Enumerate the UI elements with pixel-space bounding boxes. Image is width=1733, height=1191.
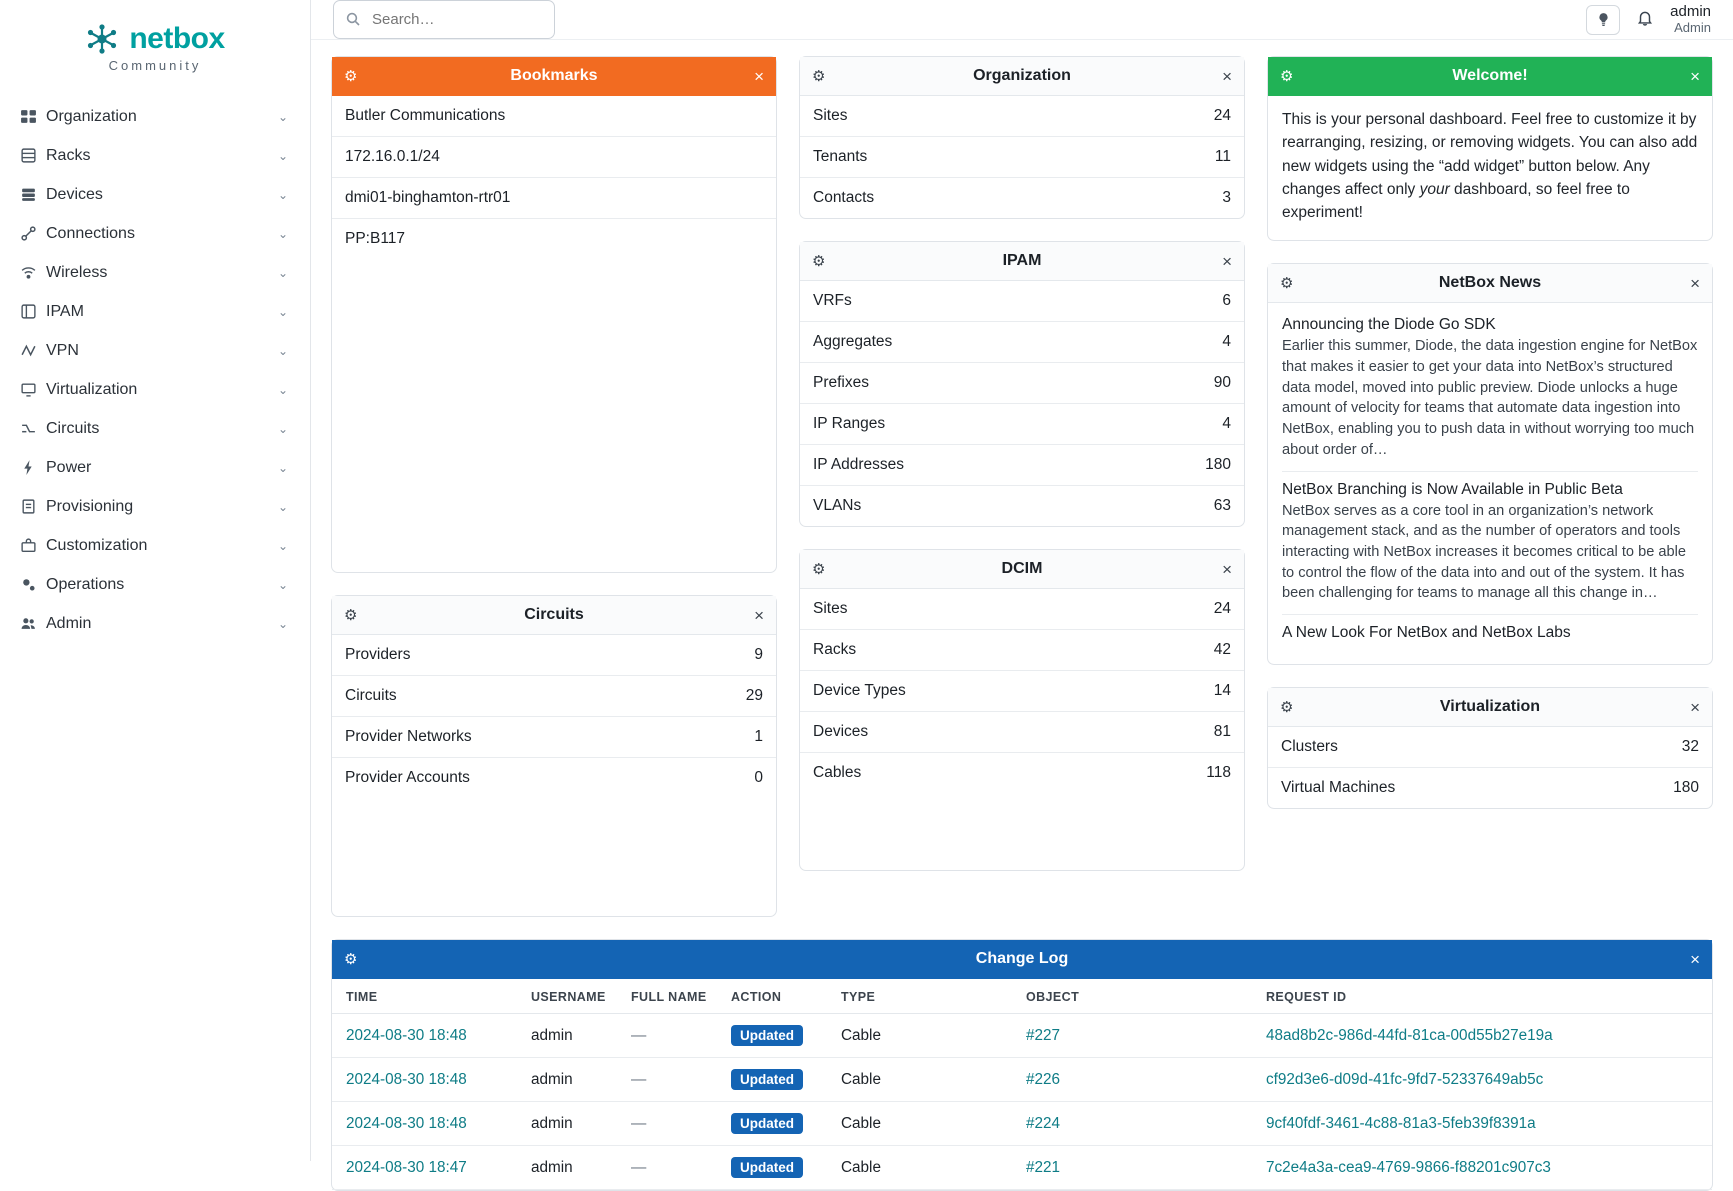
chevron-down-icon: ⌄ bbox=[277, 304, 288, 319]
cell-request-id[interactable]: 9cf40fdf-3461-4c88-81a3-5feb39f8391a bbox=[1252, 1102, 1712, 1146]
table-row[interactable] bbox=[800, 137, 1244, 178]
sidebar-item-virtualization[interactable] bbox=[0, 370, 310, 409]
status-badge: Updated bbox=[731, 1113, 803, 1134]
cell-username: admin bbox=[517, 1102, 617, 1146]
search-input[interactable] bbox=[370, 1, 554, 38]
row-value: 11 bbox=[1214, 148, 1231, 165]
status-badge: Updated bbox=[731, 1025, 803, 1046]
row-value: 63 bbox=[1213, 497, 1231, 514]
cell-request-id[interactable]: cf92d3e6-d09d-41fc-9fd7-52337649ab5c bbox=[1252, 1058, 1712, 1102]
gear-icon[interactable]: ⚙ bbox=[1280, 275, 1294, 293]
column-header-username: USERNAME bbox=[517, 979, 617, 1014]
column-header-type: TYPE bbox=[827, 979, 1012, 1014]
search-box[interactable] bbox=[333, 0, 555, 39]
row-label: Sites bbox=[813, 600, 848, 617]
cogs-icon bbox=[20, 576, 46, 593]
row-value: 32 bbox=[1681, 738, 1699, 756]
cell-time[interactable]: 2024-08-30 18:47 bbox=[332, 1146, 517, 1190]
row-value: 4 bbox=[1222, 415, 1231, 432]
cell-type: Cable bbox=[827, 1146, 1012, 1190]
widget-change-log bbox=[331, 939, 1713, 1191]
chevron-down-icon: ⌄ bbox=[277, 577, 288, 592]
row-label: Racks bbox=[813, 641, 857, 658]
sidebar-item-label: Wireless bbox=[46, 263, 108, 281]
table-row[interactable] bbox=[332, 1102, 1712, 1146]
widget-virtualization bbox=[1267, 687, 1713, 809]
news-title[interactable]: NetBox Branching is Now Available in Public Beta bbox=[1282, 480, 1623, 498]
close-icon[interactable]: × bbox=[1690, 949, 1700, 969]
widget-title: NetBox News bbox=[1438, 274, 1542, 292]
sidebar-item-customization[interactable] bbox=[0, 526, 310, 565]
list-item[interactable] bbox=[1282, 307, 1698, 471]
row-value: 29 bbox=[745, 687, 763, 704]
sidebar-item-label: Racks bbox=[46, 146, 91, 164]
widget-body bbox=[1268, 303, 1712, 664]
cell-full-name: — bbox=[617, 1058, 717, 1102]
welcome-emphasis: your bbox=[1419, 180, 1450, 198]
status-badge: Updated bbox=[731, 1157, 803, 1178]
row-value: 24 bbox=[1213, 107, 1231, 124]
cell-action bbox=[717, 1014, 827, 1058]
widget-title: DCIM bbox=[1001, 560, 1043, 577]
widget-title: Change Log bbox=[975, 950, 1069, 967]
sidebar-item-ipam[interactable] bbox=[0, 292, 310, 331]
vpn-icon bbox=[20, 342, 46, 359]
close-icon[interactable]: × bbox=[1690, 66, 1700, 86]
sidebar-item-vpn[interactable] bbox=[0, 331, 310, 370]
widget-grid bbox=[331, 56, 1713, 917]
server-icon bbox=[20, 186, 46, 203]
cell-time[interactable]: 2024-08-30 18:48 bbox=[332, 1014, 517, 1058]
brand[interactable] bbox=[0, 10, 310, 91]
user-name: admin bbox=[1670, 3, 1711, 21]
cell-username: admin bbox=[517, 1014, 617, 1058]
list-item[interactable]: 172.16.0.1/24 bbox=[332, 137, 776, 178]
row-label: Tenants bbox=[813, 148, 868, 165]
row-label: Devices bbox=[813, 723, 869, 740]
sidebar-item-circuits[interactable] bbox=[0, 409, 310, 448]
widget-title: Circuits bbox=[524, 606, 584, 623]
row-value: 14 bbox=[1213, 682, 1231, 699]
table-row[interactable] bbox=[800, 404, 1244, 445]
gear-icon[interactable]: ⚙ bbox=[812, 68, 826, 85]
list-item[interactable] bbox=[1282, 615, 1698, 654]
brand-subtitle: Community bbox=[108, 58, 202, 73]
table-row[interactable] bbox=[332, 1058, 1712, 1102]
cell-type: Cable bbox=[827, 1014, 1012, 1058]
widget-organization bbox=[799, 56, 1245, 219]
row-label: Aggregates bbox=[813, 333, 893, 350]
widget-header bbox=[1268, 57, 1712, 96]
row-value: 180 bbox=[1673, 779, 1699, 797]
user-menu[interactable] bbox=[1670, 3, 1711, 35]
cell-time[interactable]: 2024-08-30 18:48 bbox=[332, 1058, 517, 1102]
row-value: 24 bbox=[1213, 600, 1231, 617]
news-excerpt: Earlier this summer, Diode, the data ingestion engine for NetBox that makes it easier to get your data into NetBox’s structured data model, moved into public preview. Diode unlocks a huge amount of velocity for teams that automate data ingestion into NetBox, enabling you to push data in without worrying too much about order of… bbox=[1282, 338, 1698, 458]
close-icon[interactable]: × bbox=[1222, 559, 1232, 579]
dashboard-content bbox=[311, 40, 1733, 1191]
row-value: 1 bbox=[754, 728, 763, 745]
gear-icon[interactable]: ⚙ bbox=[344, 68, 358, 85]
sidebar-item-label: Operations bbox=[46, 575, 125, 593]
sidebar bbox=[0, 0, 311, 1161]
table-row[interactable] bbox=[800, 96, 1244, 137]
chevron-down-icon: ⌄ bbox=[277, 343, 288, 358]
table-row[interactable] bbox=[800, 671, 1244, 712]
sidebar-item-admin[interactable] bbox=[0, 604, 310, 643]
chevron-down-icon: ⌄ bbox=[277, 187, 288, 202]
rack-icon bbox=[20, 147, 46, 164]
row-label: VLANs bbox=[813, 497, 862, 514]
widget-dcim bbox=[799, 549, 1245, 871]
row-value: 9 bbox=[754, 646, 763, 663]
widget-body bbox=[800, 281, 1244, 526]
sidebar-item-provisioning[interactable] bbox=[0, 487, 310, 526]
gear-icon[interactable]: ⚙ bbox=[1280, 699, 1294, 717]
row-label: VRFs bbox=[813, 292, 852, 309]
welcome-text-after: dashboard, so feel free to experiment! bbox=[1282, 180, 1630, 221]
column-header-request-id: REQUEST ID bbox=[1252, 979, 1712, 1014]
cell-full-name: — bbox=[617, 1146, 717, 1190]
topbar-actions bbox=[1586, 3, 1711, 35]
widget-body bbox=[332, 635, 776, 916]
row-value: 4 bbox=[1222, 333, 1231, 350]
widget-bookmarks bbox=[331, 56, 777, 573]
row-label: Virtual Machines bbox=[1281, 779, 1396, 797]
cell-time[interactable]: 2024-08-30 18:48 bbox=[332, 1102, 517, 1146]
list-item[interactable] bbox=[1282, 472, 1698, 616]
sidebar-item-operations[interactable] bbox=[0, 565, 310, 604]
table-row[interactable] bbox=[800, 486, 1244, 526]
widget-header bbox=[332, 596, 776, 635]
column-header-time: TIME bbox=[332, 979, 517, 1014]
row-label: Cables bbox=[813, 764, 862, 781]
gear-icon[interactable]: ⚙ bbox=[1280, 68, 1294, 85]
widget-body bbox=[1268, 727, 1712, 808]
sidebar-nav bbox=[0, 97, 310, 643]
table-row[interactable] bbox=[800, 178, 1244, 218]
gear-icon[interactable]: ⚙ bbox=[344, 951, 358, 968]
widget-header bbox=[800, 242, 1244, 281]
table-row[interactable] bbox=[800, 363, 1244, 404]
table-row[interactable] bbox=[332, 676, 776, 717]
sidebar-item-organization[interactable] bbox=[0, 97, 310, 136]
close-icon[interactable]: × bbox=[1222, 251, 1232, 271]
row-label: IP Ranges bbox=[813, 415, 886, 432]
table-row[interactable] bbox=[800, 712, 1244, 753]
sidebar-item-label: Power bbox=[46, 458, 92, 476]
connection-icon bbox=[20, 225, 46, 242]
row-label: Provider Networks bbox=[345, 728, 472, 745]
cell-action bbox=[717, 1058, 827, 1102]
sidebar-item-label: Admin bbox=[46, 614, 92, 632]
cell-request-id[interactable]: 7c2e4a3a-cea9-4769-9866-f88201c907c3 bbox=[1252, 1146, 1712, 1190]
chevron-down-icon: ⌄ bbox=[277, 616, 288, 631]
sitemap-icon bbox=[20, 108, 46, 125]
close-icon[interactable]: × bbox=[1690, 697, 1700, 717]
document-icon bbox=[20, 498, 46, 515]
table-header-row bbox=[332, 979, 1712, 1014]
news-title[interactable]: A New Look For NetBox and NetBox Labs bbox=[1282, 624, 1571, 642]
list-item[interactable]: PP:B117 bbox=[345, 230, 406, 247]
cell-object[interactable]: #221 bbox=[1012, 1146, 1252, 1190]
chevron-down-icon: ⌄ bbox=[277, 265, 288, 280]
sidebar-item-label: Customization bbox=[46, 536, 148, 554]
table-row[interactable] bbox=[800, 589, 1244, 630]
widget-header bbox=[1268, 688, 1712, 727]
widget-title: Organization bbox=[973, 67, 1071, 84]
table-row[interactable] bbox=[332, 1014, 1712, 1058]
status-badge: Updated bbox=[731, 1069, 803, 1090]
row-label: Provider Accounts bbox=[345, 769, 470, 786]
row-label: Providers bbox=[345, 646, 411, 663]
sidebar-item-devices[interactable] bbox=[0, 175, 310, 214]
widget-title: Welcome! bbox=[1452, 67, 1528, 84]
chevron-down-icon: ⌄ bbox=[277, 538, 288, 553]
cell-full-name: — bbox=[617, 1102, 717, 1146]
chevron-down-icon: ⌄ bbox=[277, 382, 288, 397]
chevron-down-icon: ⌄ bbox=[277, 460, 288, 475]
row-value: 6 bbox=[1222, 292, 1231, 309]
cell-type: Cable bbox=[827, 1102, 1012, 1146]
table-row[interactable] bbox=[332, 1146, 1712, 1190]
row-label: Contacts bbox=[813, 189, 875, 206]
chevron-down-icon: ⌄ bbox=[277, 148, 288, 163]
chevron-down-icon: ⌄ bbox=[277, 226, 288, 241]
cell-full-name: — bbox=[617, 1014, 717, 1058]
table-row[interactable] bbox=[332, 758, 776, 798]
table-row[interactable] bbox=[800, 445, 1244, 486]
cell-request-id[interactable]: 48ad8b2c-986d-44fd-81ca-00d55b27e19a bbox=[1252, 1014, 1712, 1058]
cell-action bbox=[717, 1146, 827, 1190]
row-label: IP Addresses bbox=[813, 456, 905, 473]
cell-object[interactable]: #227 bbox=[1012, 1014, 1252, 1058]
lightbulb-icon[interactable] bbox=[1586, 5, 1620, 35]
row-label: Prefixes bbox=[813, 374, 869, 391]
table-row[interactable] bbox=[800, 630, 1244, 671]
cell-object[interactable]: #226 bbox=[1012, 1058, 1252, 1102]
widget-title: IPAM bbox=[1002, 252, 1042, 269]
toolbox-icon bbox=[20, 537, 46, 554]
widget-body bbox=[332, 96, 776, 572]
row-value: 42 bbox=[1213, 641, 1231, 658]
column-header-object: OBJECT bbox=[1012, 979, 1252, 1014]
cell-action bbox=[717, 1102, 827, 1146]
sidebar-item-wireless[interactable] bbox=[0, 253, 310, 292]
sidebar-item-label: Devices bbox=[46, 185, 103, 203]
widget-ipam bbox=[799, 241, 1245, 527]
list-item[interactable]: Butler Communications bbox=[332, 96, 776, 137]
widget-netbox-news bbox=[1267, 263, 1713, 665]
row-value: 0 bbox=[754, 769, 763, 786]
netbox-logo-icon bbox=[85, 22, 119, 56]
widget-body bbox=[332, 979, 1712, 1190]
widget-circuits bbox=[331, 595, 777, 917]
column-header-full-name: FULL NAME bbox=[617, 979, 717, 1014]
widget-column-1 bbox=[331, 56, 777, 917]
chevron-down-icon: ⌄ bbox=[277, 499, 288, 514]
widget-body bbox=[1268, 96, 1712, 240]
user-role: Admin bbox=[1674, 19, 1711, 35]
table-row[interactable] bbox=[1268, 727, 1712, 768]
list-item[interactable]: dmi01-binghamton-rtr01 bbox=[332, 178, 776, 219]
sidebar-item-power[interactable] bbox=[0, 448, 310, 487]
main-area bbox=[311, 0, 1733, 1176]
top-bar bbox=[311, 0, 1733, 40]
circuits-icon bbox=[20, 420, 46, 437]
widget-header bbox=[1268, 264, 1712, 303]
widget-body bbox=[800, 589, 1244, 870]
widget-header bbox=[800, 550, 1244, 589]
news-excerpt: NetBox serves as a core tool in an organization’s network management stack, and as the number of operators and tools interacting with NetBox increases it becomes critical to be able to control the flow of the data into and out of the system. It has been challenging for teams to manage all this change in… bbox=[1282, 502, 1686, 602]
sidebar-item-label: IPAM bbox=[46, 302, 84, 320]
close-icon[interactable]: × bbox=[1690, 273, 1700, 293]
cell-type: Cable bbox=[827, 1058, 1012, 1102]
row-label: Circuits bbox=[345, 687, 397, 704]
table-row[interactable] bbox=[1268, 768, 1712, 808]
widget-welcome bbox=[1267, 56, 1713, 241]
wifi-icon bbox=[20, 264, 46, 281]
widget-header bbox=[332, 940, 1712, 979]
ip-icon bbox=[20, 303, 46, 320]
row-label: Sites bbox=[813, 107, 848, 124]
sidebar-item-label: Provisioning bbox=[46, 497, 134, 515]
sidebar-item-label: Connections bbox=[46, 224, 135, 242]
cell-username: admin bbox=[517, 1146, 617, 1190]
row-value: 118 bbox=[1206, 764, 1231, 781]
monitor-icon bbox=[20, 381, 46, 398]
gear-icon[interactable]: ⚙ bbox=[812, 561, 826, 578]
widget-header bbox=[800, 57, 1244, 96]
row-value: 90 bbox=[1213, 374, 1231, 391]
brand-name: netbox bbox=[129, 22, 225, 55]
news-title[interactable]: Announcing the Diode Go SDK bbox=[1282, 316, 1496, 334]
search-icon bbox=[345, 11, 361, 31]
chevron-down-icon: ⌄ bbox=[277, 421, 288, 436]
sidebar-item-label: Virtualization bbox=[46, 380, 138, 398]
close-icon[interactable]: × bbox=[1222, 66, 1232, 86]
row-label: Clusters bbox=[1281, 738, 1338, 756]
users-icon bbox=[20, 615, 46, 632]
table-row[interactable] bbox=[800, 281, 1244, 322]
widget-title: Bookmarks bbox=[510, 67, 598, 84]
close-icon[interactable]: × bbox=[754, 66, 764, 86]
widget-body bbox=[800, 96, 1244, 218]
row-value: 180 bbox=[1205, 456, 1231, 473]
welcome-text-before: This is your personal dashboard. Feel free to customize it by rearranging, resizing, or removing widgets. You can also add new widgets using the “add widget” button below. Any changes affect only bbox=[1282, 111, 1698, 198]
sidebar-item-label: VPN bbox=[46, 341, 79, 359]
gear-icon[interactable]: ⚙ bbox=[812, 253, 826, 270]
gear-icon[interactable]: ⚙ bbox=[344, 607, 358, 624]
cell-username: admin bbox=[517, 1058, 617, 1102]
widget-column-2 bbox=[799, 56, 1245, 871]
table-row[interactable] bbox=[800, 753, 1244, 793]
row-value: 81 bbox=[1213, 723, 1231, 740]
sidebar-item-racks[interactable] bbox=[0, 136, 310, 175]
column-header-action: ACTION bbox=[717, 979, 827, 1014]
sidebar-item-label: Circuits bbox=[46, 419, 100, 437]
chevron-down-icon: ⌄ bbox=[277, 109, 288, 124]
changelog-table bbox=[332, 979, 1712, 1190]
table-row[interactable] bbox=[332, 717, 776, 758]
sidebar-item-label: Organization bbox=[46, 107, 137, 125]
power-icon bbox=[20, 459, 46, 476]
table-row[interactable] bbox=[800, 322, 1244, 363]
sidebar-item-connections[interactable] bbox=[0, 214, 310, 253]
widget-title: Virtualization bbox=[1439, 698, 1541, 716]
cell-object[interactable]: #224 bbox=[1012, 1102, 1252, 1146]
table-row[interactable] bbox=[332, 635, 776, 676]
close-icon[interactable]: × bbox=[754, 605, 764, 625]
bell-icon[interactable] bbox=[1636, 9, 1654, 31]
widget-header bbox=[332, 57, 776, 96]
row-label: Device Types bbox=[813, 682, 906, 699]
row-value: 3 bbox=[1222, 189, 1231, 206]
widget-column-3 bbox=[1267, 56, 1713, 809]
